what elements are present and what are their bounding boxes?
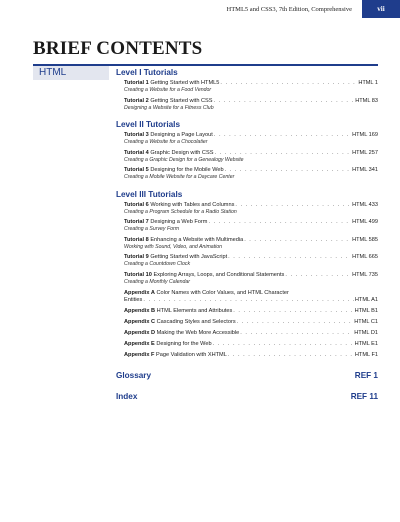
toc-entry[interactable]	[124, 219, 378, 233]
toc-entry[interactable]	[124, 132, 378, 146]
entry-title: Designing a Page Layout	[150, 132, 213, 138]
glossary-page: REF 1	[354, 371, 378, 380]
toc-entry[interactable]	[124, 237, 378, 251]
toc-entry[interactable]	[124, 272, 378, 286]
table-of-contents	[116, 66, 378, 401]
entry-page: HTML 499	[352, 219, 378, 225]
entry-number: Appendix A	[124, 290, 155, 296]
entry-subtitle: Creating a Mobile Website for a Daycare Center	[124, 174, 235, 180]
entry-page: HTML 169	[352, 132, 378, 138]
entry-page: HTML 735	[352, 271, 378, 278]
entry-page: HTML C1	[354, 319, 378, 325]
entry-page: HTML 1	[358, 80, 378, 86]
leader-dots	[220, 80, 357, 87]
entry-page: HTML 341	[352, 167, 378, 173]
toc-entry[interactable]	[124, 167, 378, 181]
entry-title: Enhancing a Website with Multimedia	[150, 236, 244, 243]
entry-title: Getting Started with JavaScript	[150, 254, 228, 260]
entry-number: Tutorial 4	[124, 149, 149, 156]
appendix-entry[interactable]	[124, 352, 378, 359]
entry-title: Getting Started with HTML5	[150, 80, 220, 86]
entry-number: Tutorial 10	[124, 271, 152, 278]
entry-title: Making the Web More Accessible	[156, 330, 240, 336]
entry-subtitle: Creating a Program Schedule for a Radio Station	[124, 208, 237, 215]
entry-number: Appendix D	[124, 330, 156, 336]
entry-number: Tutorial 7	[124, 219, 149, 225]
leader-dots	[214, 132, 351, 139]
entry-number: Appendix F	[124, 352, 155, 358]
entry-number: Tutorial 9	[124, 254, 149, 260]
toc-entry[interactable]	[124, 80, 378, 94]
entry-number: Appendix E	[124, 341, 155, 347]
toc-entry[interactable]	[124, 150, 378, 164]
entry-subtitle: Creating a Website for a Chocolatier	[124, 139, 208, 145]
entry-title: Designing for the Mobile Web	[150, 167, 224, 173]
entry-subtitle: Creating a Survey Form	[124, 226, 180, 232]
entry-title: Designing a Web Form	[150, 219, 208, 225]
entry-title: Cascading Styles and Selectors	[156, 319, 236, 325]
entry-page: HTML B1	[354, 308, 378, 314]
entry-title: Designing for the Web	[156, 341, 212, 347]
entry-page: HTML 257	[352, 149, 378, 156]
entry-subtitle: Creating a Monthly Calendar	[124, 278, 191, 285]
leader-dots	[237, 319, 354, 326]
entry-subtitle: Creating a Graphic Design for a Genealogy Website	[124, 156, 244, 163]
entry-page: HTML D1	[354, 330, 378, 336]
appendix-entry[interactable]	[124, 290, 378, 304]
appendix-entry[interactable]	[124, 341, 378, 348]
entry-subtitle: Working with Sound, Video, and Animation	[124, 243, 223, 250]
index-page: REF 11	[350, 392, 378, 401]
appendix-entry[interactable]	[124, 319, 378, 326]
entry-title-continued: Entities	[124, 297, 143, 303]
page-header	[0, 0, 400, 24]
entry-title: Page Validation with XHTML	[156, 352, 227, 358]
entry-page: HTML A1	[354, 297, 378, 303]
entry-page: HTML 665	[352, 254, 378, 260]
entry-number: Appendix C	[124, 319, 156, 325]
entry-title: Graphic Design with CSS	[150, 149, 214, 156]
appendix-entry[interactable]	[124, 308, 378, 315]
page-title: BRIEF CONTENTS	[33, 38, 203, 59]
leader-dots	[228, 352, 354, 359]
entry-subtitle: Creating a Countdown Clock	[124, 261, 191, 267]
entry-number: Tutorial 6	[124, 201, 149, 208]
leader-dots	[244, 237, 351, 244]
leader-dots	[208, 219, 351, 226]
entry-page: HTML F1	[354, 352, 378, 358]
leader-dots	[143, 297, 354, 304]
toc-entry[interactable]	[124, 98, 378, 112]
appendix-entry[interactable]	[124, 330, 378, 337]
leader-dots	[240, 330, 353, 337]
leader-dots	[214, 98, 355, 105]
entry-title: Getting Started with CSS	[150, 97, 213, 104]
entry-number: Tutorial 2	[124, 97, 149, 104]
entry-subtitle: Designing a Website for a Fitness Club	[124, 104, 214, 111]
entry-title: Working with Tables and Columns	[150, 201, 235, 208]
level-3-heading: Level III Tutorials	[116, 189, 183, 199]
page-number-tab: vii	[362, 0, 400, 18]
leader-dots	[235, 202, 351, 209]
entry-subtitle: Creating a Website for a Food Vendor	[124, 87, 212, 93]
entry-title: Exploring Arrays, Loops, and Conditional Statements	[153, 271, 285, 278]
entry-page: HTML E1	[354, 341, 378, 347]
toc-entry[interactable]	[124, 254, 378, 268]
glossary-entry[interactable]	[116, 371, 378, 380]
entry-number: Tutorial 1	[124, 80, 149, 86]
toc-entry[interactable]	[124, 202, 378, 216]
running-head: HTML5 and CSS3, 7th Edition, Comprehensive	[226, 6, 352, 13]
leader-dots	[213, 341, 354, 348]
leader-dots	[285, 272, 351, 279]
leader-dots	[228, 254, 351, 261]
entry-number: Appendix B	[124, 308, 156, 314]
index-label: Index	[116, 392, 138, 401]
leader-dots	[233, 308, 353, 315]
level-1-heading: Level I Tutorials	[116, 68, 178, 77]
glossary-label: Glossary	[116, 371, 152, 380]
entry-title: Color Names with Color Values, and HTML Character	[156, 290, 289, 296]
leader-dots	[214, 150, 351, 157]
leader-dots	[225, 167, 351, 174]
part-label: HTML	[33, 66, 109, 80]
entry-title: HTML Elements and Attributes	[156, 308, 233, 314]
entry-page: HTML 83	[355, 97, 378, 104]
entry-number: Tutorial 3	[124, 132, 149, 138]
entry-page: HTML 585	[352, 236, 378, 243]
level-2-heading: Level II Tutorials	[116, 120, 180, 129]
entry-number: Tutorial 5	[124, 167, 149, 173]
entry-number: Tutorial 8	[124, 236, 149, 243]
index-entry[interactable]	[116, 392, 378, 401]
entry-page: HTML 433	[352, 201, 378, 208]
